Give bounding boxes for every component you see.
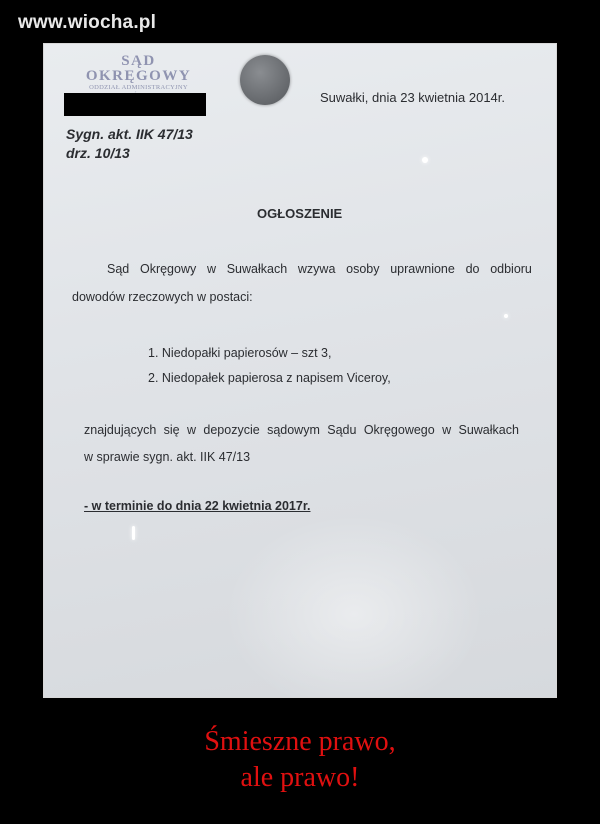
caption-line-1: Śmieszne prawo, <box>204 726 396 757</box>
notice-heading: OGŁOSZENIE <box>257 206 343 221</box>
list-item: 2. Niedopałek papierosa z napisem Viceroy, <box>148 371 391 385</box>
drz-number: drz. 10/13 <box>66 145 130 161</box>
list-item: 1. Niedopałki papierosów – szt 3, <box>148 346 332 360</box>
word: osoby <box>346 262 380 276</box>
word: uprawnione <box>390 262 455 276</box>
body-line-4: w sprawie sygn. akt. IIK 47/13 <box>84 450 251 464</box>
court-stamp <box>66 54 211 94</box>
place-date: Suwałki, dnia 23 kwietnia 2014r. <box>320 90 506 105</box>
light-glare <box>224 514 484 698</box>
word: odbioru <box>490 262 532 276</box>
redaction-bar <box>64 93 206 116</box>
deadline: - w terminie do dnia 22 kwietnia 2017r. <box>84 499 311 513</box>
body-line-3 <box>84 423 519 437</box>
caption-line-2: ale prawo! <box>240 762 360 793</box>
word: w <box>187 423 197 437</box>
reflection-light <box>132 526 135 540</box>
word: do <box>465 262 480 276</box>
word: w <box>206 262 216 276</box>
word: Sąd <box>107 262 130 276</box>
stamp-title: SĄD OKRĘGOWY <box>85 53 192 84</box>
word: się <box>163 423 180 437</box>
case-number: Sygn. akt. IIK 47/13 <box>66 126 193 142</box>
word: Sądu <box>327 423 357 437</box>
word: depozycie <box>203 423 260 437</box>
word: Suwałkach <box>458 423 519 437</box>
word: Okręgowy <box>139 262 197 276</box>
word: sądowym <box>267 423 320 437</box>
site-logo[interactable]: www.wiocha.pl <box>18 12 157 33</box>
notice-photo <box>43 43 557 698</box>
word: w <box>442 423 452 437</box>
stamp-line-1: ODDZIAŁ ADMINISTRACYJNY <box>89 84 188 91</box>
body-line-1 <box>107 262 532 276</box>
word: wzywa <box>297 262 336 276</box>
body-line-2: dowodów rzeczowych w postaci: <box>72 290 253 304</box>
reflection-light <box>504 314 508 318</box>
magnet <box>240 55 290 105</box>
word: Suwałkach <box>226 262 288 276</box>
word: znajdujących <box>84 423 157 437</box>
word: Okręgowego <box>363 423 435 437</box>
reflection-light <box>422 157 428 163</box>
